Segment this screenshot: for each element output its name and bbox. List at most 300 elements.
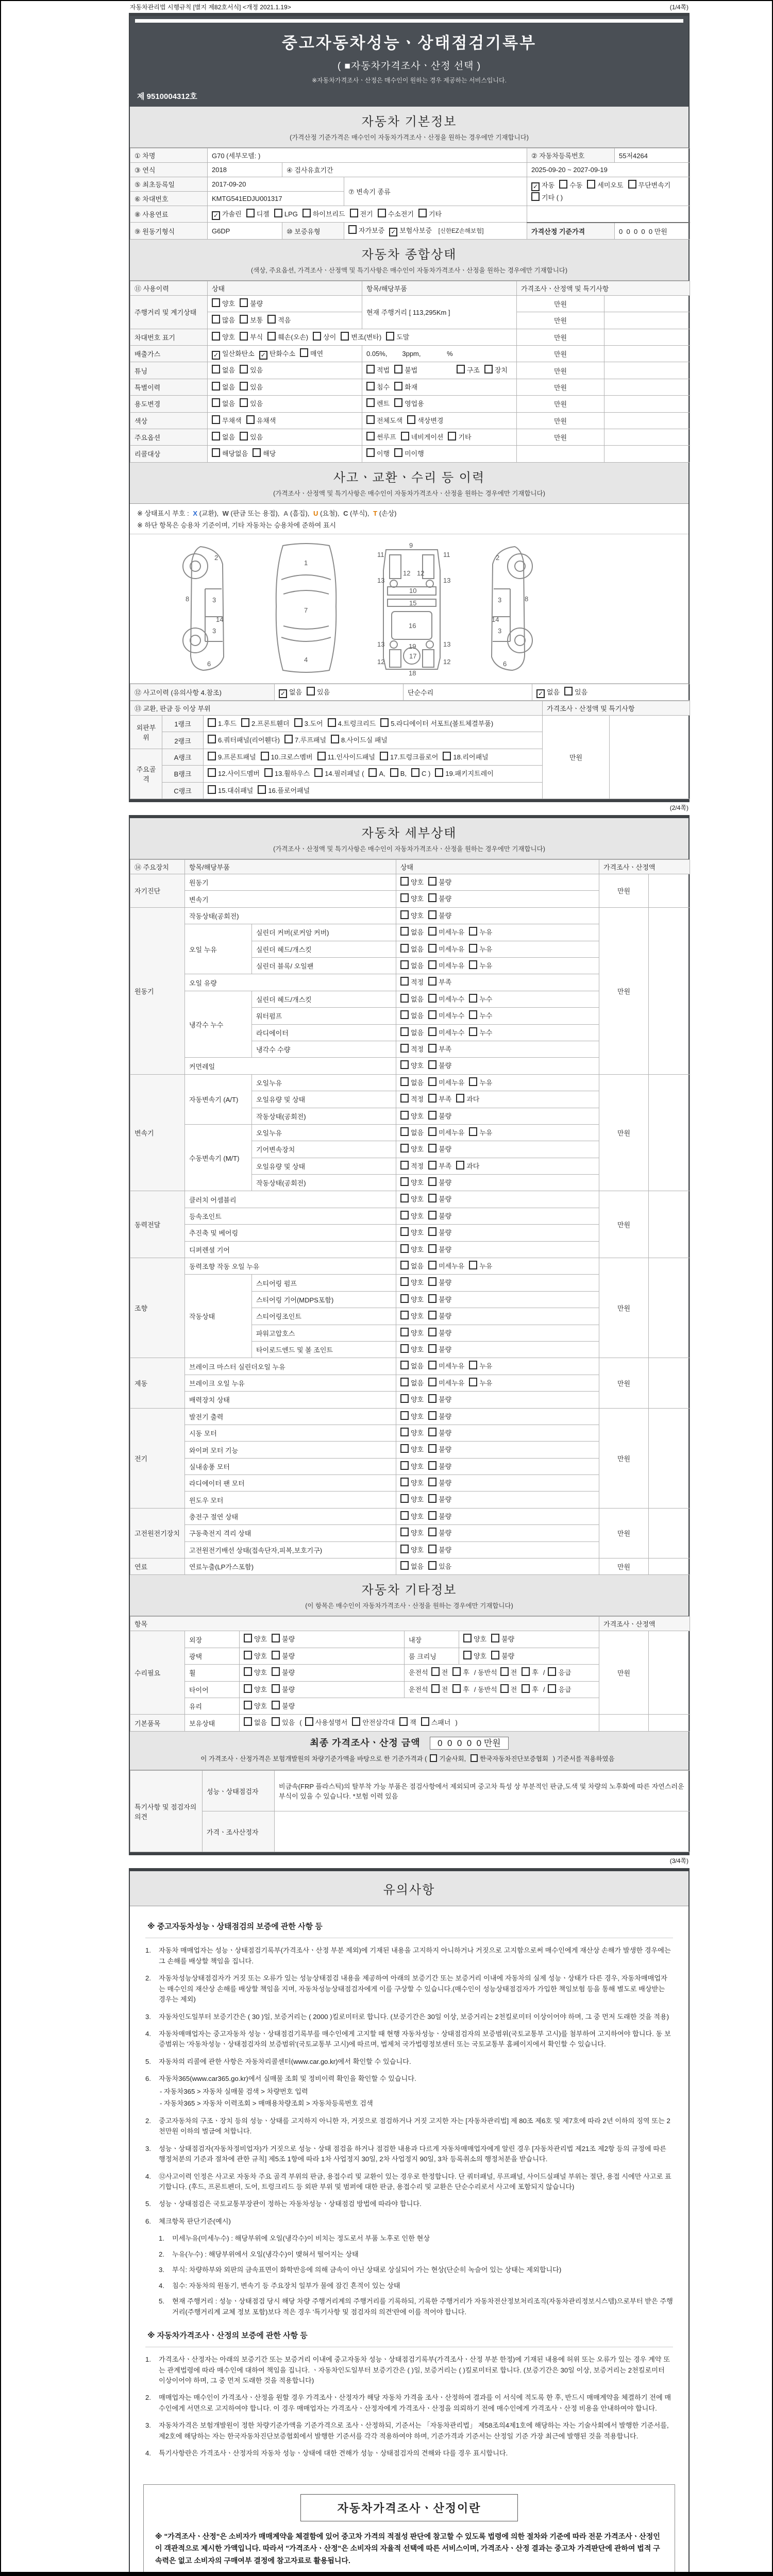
checkbox[interactable] [400,1494,409,1503]
checkbox[interactable] [548,1667,556,1676]
checkbox-option[interactable] [386,331,409,343]
checkbox-option[interactable] [400,1427,424,1439]
checkbox-option[interactable] [328,718,376,730]
checkbox[interactable] [272,1667,280,1676]
checkbox-option[interactable] [400,1411,424,1422]
checkbox[interactable] [428,1244,436,1253]
checkbox[interactable] [244,1684,252,1693]
checkbox[interactable] [267,315,276,324]
checkbox[interactable] [428,1277,436,1286]
checkbox[interactable] [548,1684,556,1693]
checkbox[interactable] [400,1328,409,1336]
checkbox[interactable] [307,687,315,696]
checkbox[interactable] [378,209,386,217]
checkbox[interactable] [240,315,248,324]
checkbox[interactable] [212,315,220,324]
checkbox-option[interactable] [240,364,263,376]
checkbox[interactable] [240,298,248,307]
checkbox-option[interactable] [469,926,492,938]
checkbox[interactable] [394,398,402,407]
checkbox[interactable] [212,398,220,407]
checkbox[interactable] [400,1127,409,1136]
checkbox[interactable] [400,944,409,953]
checkbox[interactable] [400,1027,409,1036]
checkbox-option[interactable] [428,1561,451,1572]
checkbox[interactable] [400,1461,409,1470]
checkbox[interactable] [272,1651,280,1659]
checkbox-option[interactable] [212,448,248,460]
checkbox-option[interactable] [536,686,560,698]
checkbox-option[interactable] [500,1667,517,1679]
checkbox[interactable] [394,382,402,391]
checkbox[interactable] [240,365,248,374]
checkbox-option[interactable] [428,1043,451,1055]
checkbox-option[interactable] [272,1667,295,1679]
checkbox[interactable] [212,415,220,424]
checkbox-option[interactable] [587,179,623,191]
checkbox[interactable] [452,1684,461,1693]
checkbox-option[interactable] [366,381,390,393]
checkbox[interactable] [350,209,358,217]
checkbox[interactable] [428,1411,436,1420]
checkbox-option[interactable] [400,876,424,888]
checkbox[interactable] [400,1211,409,1219]
checkbox-option[interactable] [400,1027,424,1039]
checkbox-option[interactable] [400,1344,424,1355]
checkbox[interactable] [407,415,415,424]
checkbox[interactable] [394,448,402,457]
checkbox-option[interactable] [428,910,451,922]
checkbox-option[interactable] [331,734,388,746]
checkbox[interactable] [212,298,220,307]
checkbox-option[interactable] [305,1717,348,1728]
checkbox[interactable] [400,1060,409,1069]
checkbox[interactable] [428,1394,436,1403]
checkbox-option[interactable] [400,1394,424,1405]
checkbox-option[interactable] [428,1093,451,1105]
checkbox[interactable] [272,1634,280,1642]
checkbox-option[interactable] [400,1477,424,1489]
checkbox[interactable] [240,332,248,341]
checkbox[interactable] [212,432,220,440]
checkbox[interactable] [400,1545,409,1553]
checkbox-option[interactable] [428,1427,451,1439]
checkbox-option[interactable] [400,1310,424,1322]
checkbox[interactable] [536,689,545,698]
checkbox[interactable] [400,1194,409,1202]
checkbox-option[interactable] [212,415,242,427]
checkbox-option[interactable] [341,331,381,343]
checkbox[interactable] [428,1328,436,1336]
checkbox[interactable] [267,332,276,341]
checkbox-option[interactable] [548,1667,571,1679]
checkbox[interactable] [428,1461,436,1470]
checkbox[interactable] [394,365,402,374]
checkbox[interactable] [212,365,220,374]
checkbox[interactable] [456,1161,464,1170]
checkbox[interactable] [208,735,216,743]
checkbox-option[interactable] [428,1360,464,1372]
checkbox-option[interactable] [500,1684,517,1696]
checkbox-option[interactable] [400,910,424,922]
checkbox-option[interactable] [240,381,263,393]
checkbox-option[interactable] [244,1633,267,1645]
checkbox-option[interactable] [522,1684,539,1696]
checkbox-option[interactable] [400,893,424,905]
checkbox-option[interactable] [212,431,235,443]
checkbox-option[interactable] [400,1327,424,1339]
checkbox[interactable] [435,768,443,777]
checkbox[interactable] [428,910,436,919]
checkbox-option[interactable] [212,314,235,326]
checkbox-option[interactable] [407,415,443,427]
checkbox[interactable] [241,718,249,727]
checkbox[interactable] [428,1010,436,1019]
checkbox-option[interactable] [443,751,488,763]
checkbox[interactable] [428,1494,436,1503]
checkbox[interactable] [428,1227,436,1236]
checkbox-option[interactable] [522,1667,539,1679]
checkbox-option[interactable] [272,1633,295,1645]
checkbox-option[interactable] [348,225,384,236]
checkbox[interactable] [331,735,339,743]
checkbox[interactable] [208,752,216,760]
checkbox[interactable] [428,1261,436,1269]
checkbox-option[interactable] [400,976,424,988]
checkbox[interactable] [500,1667,509,1676]
checkbox-option[interactable] [246,415,276,427]
checkbox[interactable] [244,1717,252,1726]
checkbox-option[interactable] [469,993,492,1005]
checkbox[interactable] [317,752,326,760]
checkbox[interactable] [208,768,216,777]
checkbox[interactable] [244,1667,252,1676]
checkbox-option[interactable] [400,1127,424,1139]
checkbox-option[interactable] [428,1244,451,1256]
checkbox[interactable] [400,1044,409,1053]
checkbox[interactable] [428,1127,436,1136]
checkbox-option[interactable] [428,943,464,955]
checkbox[interactable] [428,1378,436,1386]
checkbox-option[interactable] [244,1717,267,1728]
checkbox[interactable] [457,365,465,374]
checkbox-option[interactable] [428,1477,451,1489]
checkbox-option[interactable] [428,960,464,972]
checkbox-option[interactable] [457,364,480,376]
checkbox[interactable] [366,415,375,424]
checkbox[interactable] [428,1211,436,1219]
checkbox[interactable] [491,1651,499,1659]
checkbox-option[interactable] [428,1027,464,1039]
checkbox[interactable] [469,994,477,1003]
checkbox[interactable] [430,1754,437,1762]
checkbox[interactable] [428,893,436,902]
checkbox-option[interactable] [401,431,444,443]
checkbox-option[interactable] [448,431,471,443]
checkbox[interactable] [400,1344,409,1353]
checkbox-option[interactable] [212,298,235,310]
checkbox[interactable] [522,1684,530,1693]
checkbox-option[interactable] [400,1110,424,1122]
checkbox-option[interactable] [240,298,263,310]
checkbox-option[interactable] [428,1277,451,1289]
checkbox-option[interactable] [400,1077,424,1089]
checkbox-option[interactable] [421,1717,451,1728]
checkbox[interactable] [428,1060,436,1069]
checkbox[interactable] [284,735,293,743]
checkbox-option[interactable] [366,415,402,427]
checkbox[interactable] [259,351,267,360]
checkbox-option[interactable] [469,943,492,955]
checkbox[interactable] [443,752,451,760]
checkbox-option[interactable] [411,768,430,779]
checkbox[interactable] [400,1077,409,1086]
checkbox-option[interactable] [253,448,276,460]
checkbox[interactable] [431,1667,440,1676]
checkbox-option[interactable] [366,431,396,443]
checkbox[interactable] [428,1545,436,1553]
checkbox[interactable] [456,1094,464,1103]
checkbox-option[interactable] [399,1717,416,1728]
checkbox-option[interactable] [400,1244,424,1256]
checkbox[interactable] [431,1684,440,1693]
checkbox[interactable] [428,1144,436,1153]
checkbox-option[interactable] [400,1160,424,1172]
checkbox[interactable] [261,752,269,760]
checkbox-option[interactable] [469,1077,492,1089]
checkbox[interactable] [448,432,456,440]
checkbox-option[interactable] [400,1294,424,1306]
checkbox-option[interactable] [272,1684,295,1696]
checkbox[interactable] [400,927,409,936]
checkbox-option[interactable] [400,943,424,955]
checkbox-option[interactable] [531,192,563,204]
checkbox-option[interactable] [428,1260,464,1272]
checkbox[interactable] [469,1127,477,1136]
checkbox-option[interactable] [428,1110,451,1122]
checkbox[interactable] [469,1261,477,1269]
checkbox[interactable] [428,1511,436,1520]
checkbox-option[interactable] [272,1700,295,1712]
checkbox[interactable] [348,225,357,234]
checkbox[interactable] [469,1378,477,1386]
checkbox-option[interactable] [350,208,373,220]
checkbox-option[interactable] [394,381,417,393]
checkbox[interactable] [400,910,409,919]
checkbox[interactable] [212,448,220,457]
checkbox-option[interactable] [428,1411,451,1422]
checkbox[interactable] [428,1111,436,1120]
checkbox[interactable] [400,977,409,986]
checkbox[interactable] [400,1428,409,1436]
checkbox[interactable] [244,1701,252,1709]
checkbox-option[interactable] [428,1344,451,1355]
checkbox[interactable] [305,1717,313,1726]
checkbox[interactable] [400,1561,409,1570]
checkbox-option[interactable] [428,993,464,1005]
checkbox[interactable] [341,332,349,341]
checkbox-option[interactable] [400,1377,424,1389]
checkbox-option[interactable] [380,718,493,730]
checkbox-option[interactable] [428,1294,451,1306]
checkbox[interactable] [279,689,287,698]
checkbox[interactable] [587,180,595,189]
checkbox[interactable] [469,927,477,936]
checkbox[interactable] [531,192,540,201]
checkbox[interactable] [400,1294,409,1303]
checkbox-option[interactable] [428,1177,451,1189]
checkbox[interactable] [469,1027,477,1036]
checkbox[interactable] [452,1667,461,1676]
checkbox[interactable] [411,768,419,777]
checkbox-option[interactable] [258,785,310,796]
checkbox[interactable] [400,1261,409,1269]
checkbox-option[interactable] [246,208,270,220]
checkbox-option[interactable] [452,1684,469,1696]
checkbox-option[interactable] [428,1193,451,1205]
checkbox[interactable] [469,960,477,969]
checkbox-option[interactable] [313,331,336,343]
checkbox[interactable] [428,1194,436,1202]
checkbox-option[interactable] [491,1650,514,1662]
checkbox[interactable] [428,1161,436,1170]
checkbox-option[interactable] [366,398,390,410]
checkbox-option[interactable] [428,1160,451,1172]
checkbox[interactable] [208,718,216,727]
checkbox[interactable] [390,768,398,777]
checkbox-option[interactable] [428,893,451,905]
checkbox-option[interactable] [400,1043,424,1055]
checkbox[interactable] [428,994,436,1003]
checkbox[interactable] [368,768,377,777]
checkbox[interactable] [428,1027,436,1036]
checkbox[interactable] [400,1111,409,1120]
checkbox-option[interactable] [428,976,451,988]
checkbox[interactable] [428,1177,436,1186]
checkbox[interactable] [303,209,311,217]
checkbox-option[interactable] [307,686,330,698]
checkbox[interactable] [212,332,220,341]
checkbox-option[interactable] [208,734,280,746]
checkbox[interactable] [401,432,409,440]
checkbox[interactable] [400,877,409,886]
checkbox-option[interactable] [300,348,323,360]
checkbox-option[interactable] [400,1277,424,1289]
checkbox-option[interactable] [548,1684,571,1696]
checkbox-option[interactable] [431,1667,448,1679]
checkbox-option[interactable] [428,1227,451,1239]
checkbox[interactable] [400,1094,409,1103]
checkbox-option[interactable] [274,208,298,220]
checkbox[interactable] [470,1754,478,1762]
checkbox[interactable] [208,785,216,794]
checkbox-option[interactable] [380,751,438,763]
checkbox[interactable] [244,1634,252,1642]
checkbox-option[interactable] [244,1700,267,1712]
checkbox-option[interactable] [390,768,407,779]
checkbox-option[interactable] [244,1684,267,1696]
checkbox[interactable] [564,687,573,696]
checkbox[interactable] [380,752,388,760]
checkbox[interactable] [428,927,436,936]
checkbox[interactable] [400,1528,409,1536]
checkbox[interactable] [352,1717,360,1726]
checkbox-option[interactable] [240,398,263,410]
checkbox[interactable] [380,718,389,727]
checkbox[interactable] [328,718,336,727]
checkbox-option[interactable] [314,768,364,779]
checkbox-option[interactable] [241,718,290,730]
checkbox-option[interactable] [400,1561,424,1572]
checkbox[interactable] [491,1634,499,1642]
checkbox-option[interactable] [303,208,345,220]
checkbox[interactable] [366,382,375,391]
checkbox-option[interactable] [428,926,464,938]
checkbox[interactable] [522,1667,530,1676]
checkbox-option[interactable] [240,314,263,326]
checkbox-option[interactable] [394,364,417,376]
checkbox[interactable] [400,1511,409,1520]
checkbox-option[interactable] [368,768,385,779]
checkbox-option[interactable] [456,1093,479,1105]
checkbox[interactable] [400,1144,409,1153]
checkbox-option[interactable] [272,1650,295,1662]
checkbox-option[interactable] [559,179,582,191]
checkbox[interactable] [399,1717,408,1726]
checkbox[interactable] [531,182,540,191]
checkbox[interactable] [418,209,427,217]
checkbox[interactable] [428,1528,436,1536]
checkbox-option[interactable] [400,1010,424,1022]
checkbox[interactable] [400,1227,409,1236]
checkbox[interactable] [428,1044,436,1053]
checkbox-option[interactable] [212,398,235,410]
checkbox[interactable] [469,1361,477,1369]
checkbox-option[interactable] [428,1494,451,1505]
checkbox[interactable] [400,1478,409,1486]
checkbox-option[interactable] [400,1227,424,1239]
checkbox-option[interactable] [428,1394,451,1405]
checkbox-option[interactable] [208,768,260,779]
checkbox[interactable] [400,1161,409,1170]
checkbox[interactable] [428,1361,436,1369]
checkbox[interactable] [400,1411,409,1420]
checkbox[interactable] [212,351,220,360]
checkbox-option[interactable] [272,1717,295,1728]
checkbox[interactable] [428,1094,436,1103]
checkbox[interactable] [469,944,477,953]
checkbox-option[interactable] [428,1377,464,1389]
checkbox-option[interactable] [400,1193,424,1205]
checkbox-option[interactable] [400,1360,424,1372]
checkbox-option[interactable] [491,1633,514,1645]
checkbox[interactable] [428,960,436,969]
checkbox[interactable] [428,1478,436,1486]
checkbox-option[interactable] [428,1544,451,1556]
checkbox[interactable] [272,1684,280,1693]
checkbox-option[interactable] [400,1260,424,1272]
checkbox[interactable] [421,1717,429,1726]
checkbox-option[interactable] [378,208,414,220]
checkbox[interactable] [313,332,321,341]
checkbox[interactable] [400,994,409,1003]
checkbox[interactable] [246,209,255,217]
checkbox-option[interactable] [428,1143,451,1155]
checkbox-option[interactable] [212,208,242,220]
checkbox-option[interactable] [428,1444,451,1455]
checkbox-option[interactable] [428,1210,451,1222]
checkbox-option[interactable] [428,1511,451,1522]
